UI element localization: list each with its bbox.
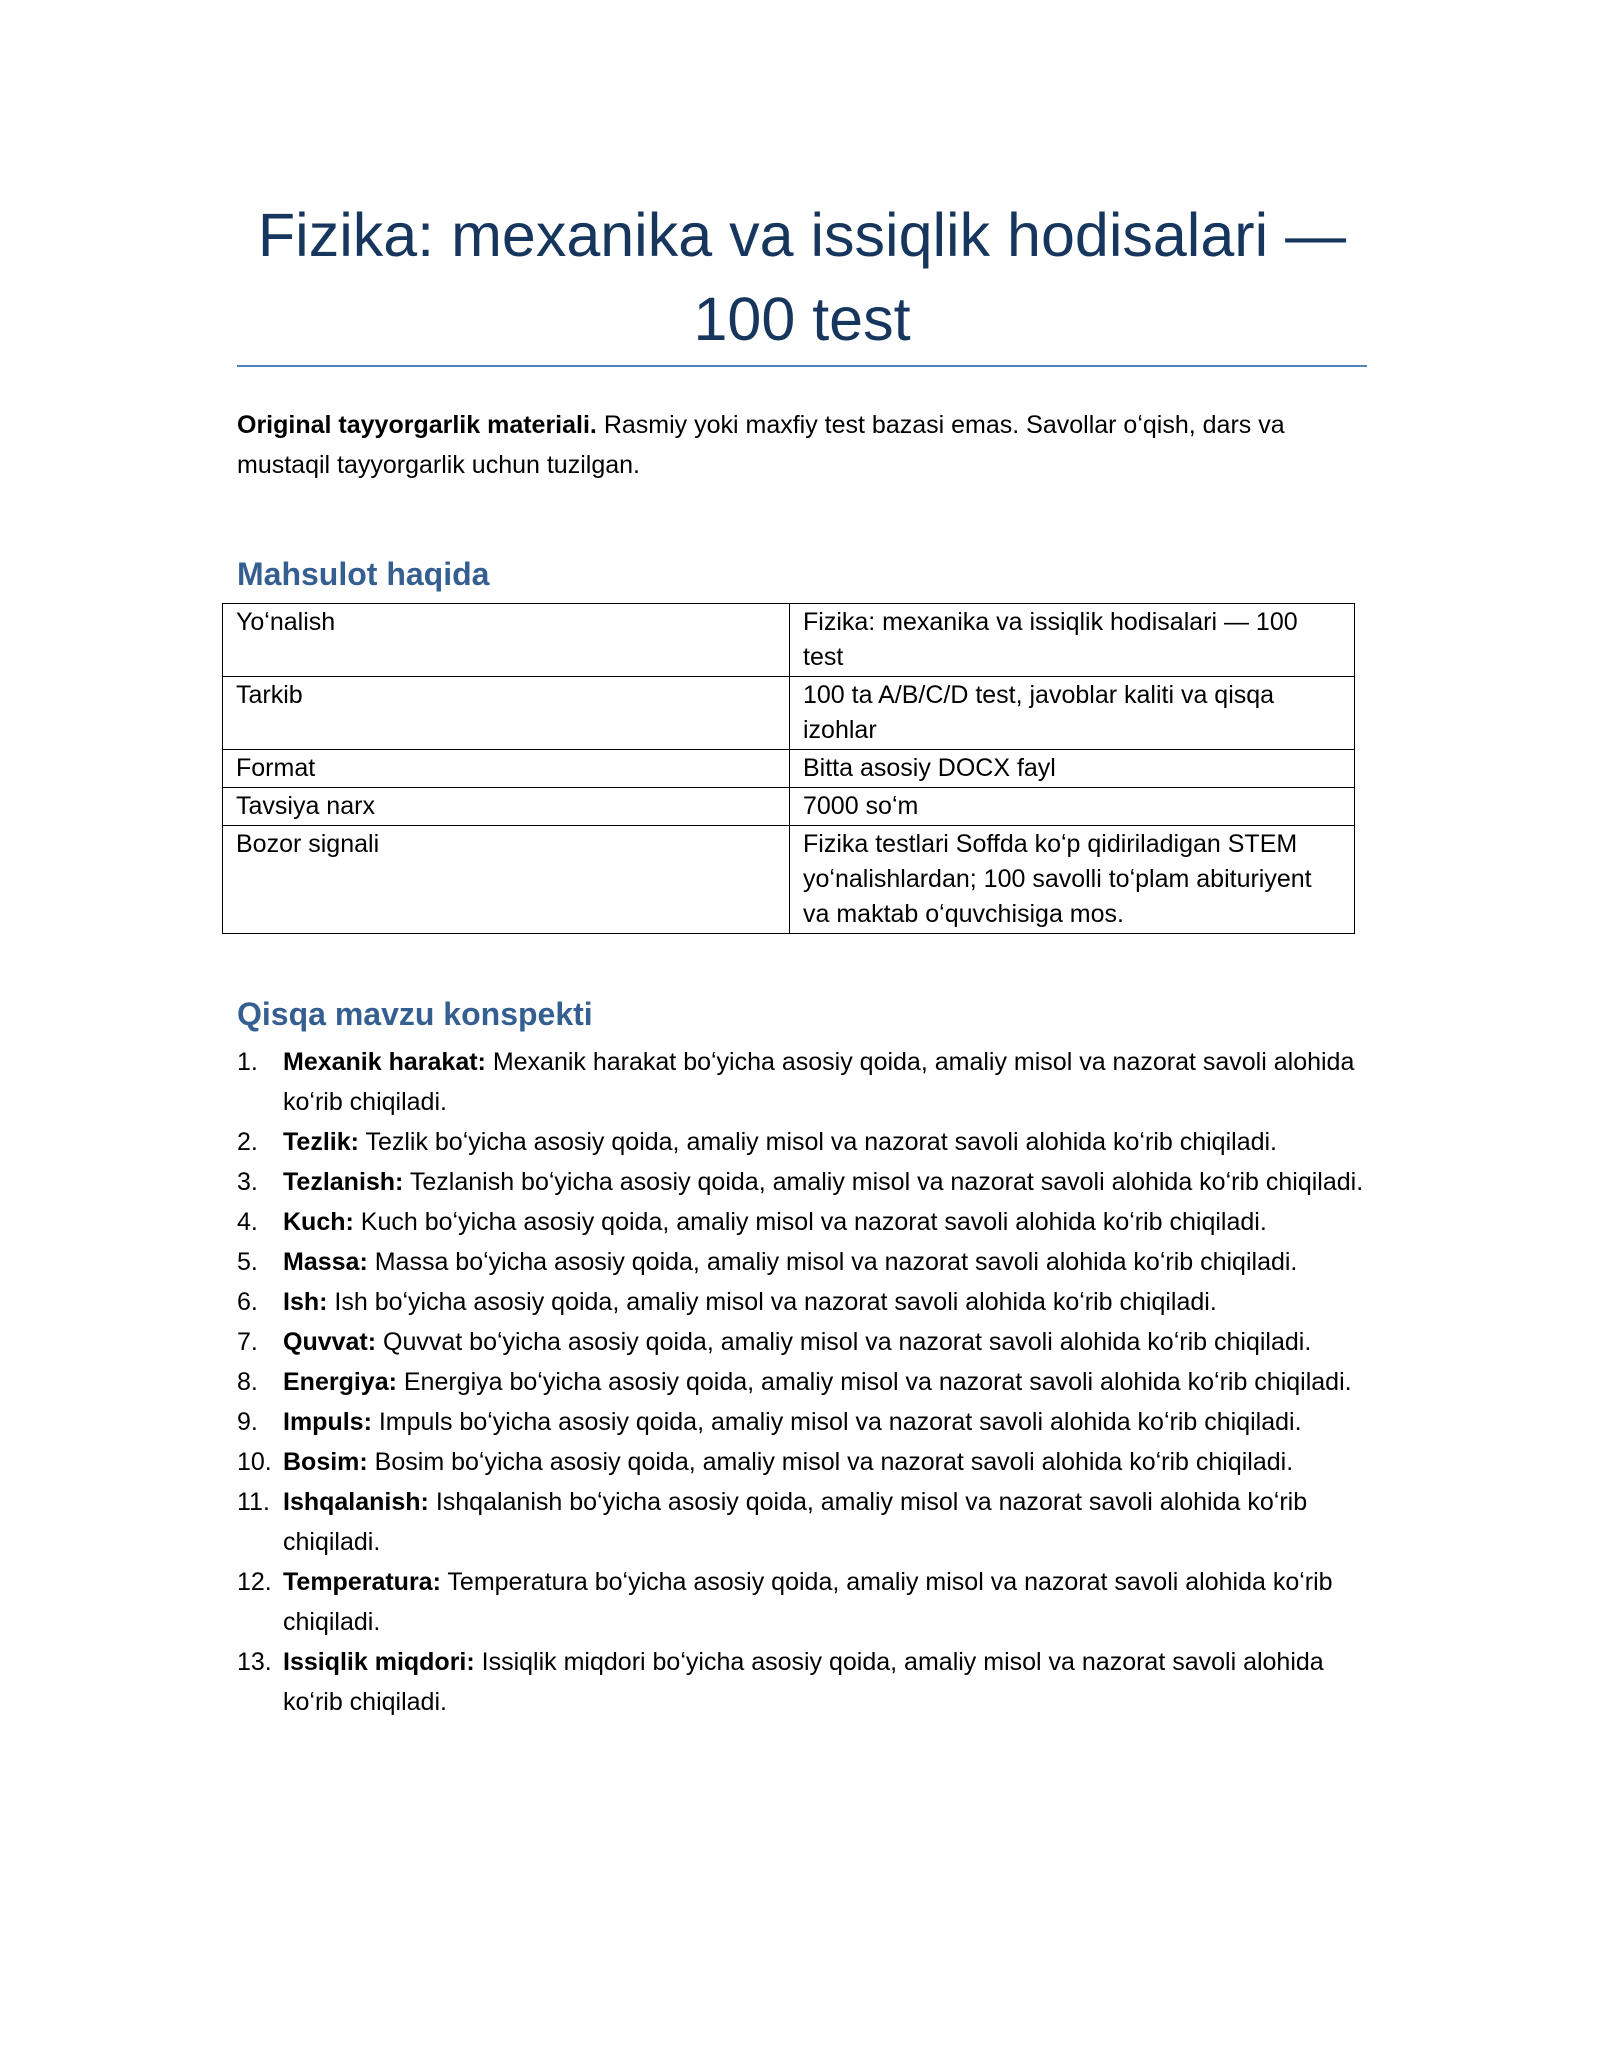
list-item [237,1322,1377,1362]
list-text: Mexanik harakat boʻyicha asosiy qoida, amaliy misol va nazorat savoli alohida koʻrib chiqiladi. [283,1048,1355,1116]
list-item [237,1162,1377,1202]
table-row [223,788,1355,826]
list-number: 1. [237,1048,258,1076]
title-line-1: Fizika: mexanika va issiqlik hodisalari — [257,201,1347,269]
list-item [237,1642,1377,1722]
list-text: Impuls boʻyicha asosiy qoida, amaliy misol va nazorat savoli alohida koʻrib chiqiladi. [371,1408,1302,1436]
list-text: Tezlanish boʻyicha asosiy qoida, amaliy misol va nazorat savoli alohida koʻrib chiqiladi. [403,1168,1364,1196]
table-key-cell: Format [223,750,790,788]
list-number: 9. [237,1408,258,1436]
list-number: 6. [237,1288,258,1316]
list-item [237,1282,1377,1322]
table-value-cell: Fizika testlari Soffda koʻp qidiriladigan STEM yoʻnalishlardan; 100 savolli toʻplam abituriyent va maktab oʻquvchisiga mos. [790,826,1355,934]
list-term: Kuch: [283,1208,354,1236]
intro-text: Rasmiy yoki maxfiy test bazasi emas. Savollar oʻqish, dars va mustaqil tayyorgarlik uchun tuzilgan. [237,411,1285,479]
intro-bold: Original tayyorgarlik materiali. [237,411,597,439]
table-value-cell: Bitta asosiy DOCX fayl [790,750,1355,788]
list-item [237,1042,1377,1122]
intro-paragraph [237,405,1367,485]
table-value-cell: 7000 soʻm [790,788,1355,826]
list-text: Ish boʻyicha asosiy qoida, amaliy misol va nazorat savoli alohida koʻrib chiqiladi. [327,1288,1217,1316]
product-heading: Mahsulot haqida [237,556,490,592]
list-term: Impuls: [283,1408,372,1436]
list-number: 13. [237,1648,272,1676]
table-row [223,677,1355,750]
list-term: Energiya: [283,1368,397,1396]
list-text: Massa boʻyicha asosiy qoida, amaliy misol va nazorat savoli alohida koʻrib chiqiladi. [367,1248,1298,1276]
list-text: Ishqalanish boʻyicha asosiy qoida, amaliy misol va nazorat savoli alohida koʻrib chiqiladi. [283,1488,1308,1556]
list-term: Tezlanish: [283,1168,404,1196]
document-title [237,193,1367,361]
product-table [222,603,1355,934]
list-term: Tezlik: [283,1128,359,1156]
list-number: 2. [237,1128,258,1156]
summary-list [237,1042,1377,1722]
table-row [223,604,1355,677]
list-item [237,1442,1377,1482]
list-text: Energiya boʻyicha asosiy qoida, amaliy misol va nazorat savoli alohida koʻrib chiqiladi. [396,1368,1352,1396]
table-row [223,826,1355,934]
list-text: Quvvat boʻyicha asosiy qoida, amaliy misol va nazorat savoli alohida koʻrib chiqiladi. [376,1328,1312,1356]
summary-heading: Qisqa mavzu konspekti [237,996,593,1032]
table-value-cell: Fizika: mexanika va issiqlik hodisalari — 100 test [790,604,1355,677]
list-text: Kuch boʻyicha asosiy qoida, amaliy misol va nazorat savoli alohida koʻrib chiqiladi. [353,1208,1267,1236]
title-line-2: 100 test [693,285,911,353]
list-item [237,1562,1377,1642]
list-term: Quvvat: [283,1328,377,1356]
list-text: Temperatura boʻyicha asosiy qoida, amaliy misol va nazorat savoli alohida koʻrib chiqiladi. [283,1568,1333,1636]
list-number: 7. [237,1328,258,1356]
list-text: Issiqlik miqdori boʻyicha asosiy qoida, amaliy misol va nazorat savoli alohida koʻrib chiqiladi. [283,1648,1324,1716]
list-item [237,1122,1377,1162]
list-term: Ishqalanish: [283,1488,429,1516]
list-number: 11. [237,1488,270,1516]
list-item [237,1482,1377,1562]
list-term: Mexanik harakat: [283,1048,486,1076]
title-divider [237,365,1367,367]
table-key-cell: Tavsiya narx [223,788,790,826]
list-item [237,1362,1377,1402]
list-term: Ish: [283,1288,328,1316]
list-number: 3. [237,1168,258,1196]
list-text: Tezlik boʻyicha asosiy qoida, amaliy misol va nazorat savoli alohida koʻrib chiqiladi. [358,1128,1277,1156]
list-number: 5. [237,1248,258,1276]
list-item [237,1202,1377,1242]
table-key-cell: Yoʻnalish [223,604,790,677]
list-term: Issiqlik miqdori: [283,1648,475,1676]
list-term: Massa: [283,1248,368,1276]
table-value-cell: 100 ta A/B/C/D test, javoblar kaliti va qisqa izohlar [790,677,1355,750]
table-key-cell: Tarkib [223,677,790,750]
list-item [237,1242,1377,1282]
list-term: Bosim: [283,1448,368,1476]
table-row [223,750,1355,788]
list-term: Temperatura: [283,1568,441,1596]
list-item [237,1402,1377,1442]
list-number: 12. [237,1568,272,1596]
list-text: Bosim boʻyicha asosiy qoida, amaliy misol va nazorat savoli alohida koʻrib chiqiladi. [367,1448,1294,1476]
table-key-cell: Bozor signali [223,826,790,934]
list-number: 8. [237,1368,258,1396]
list-number: 4. [237,1208,258,1236]
list-number: 10. [237,1448,272,1476]
